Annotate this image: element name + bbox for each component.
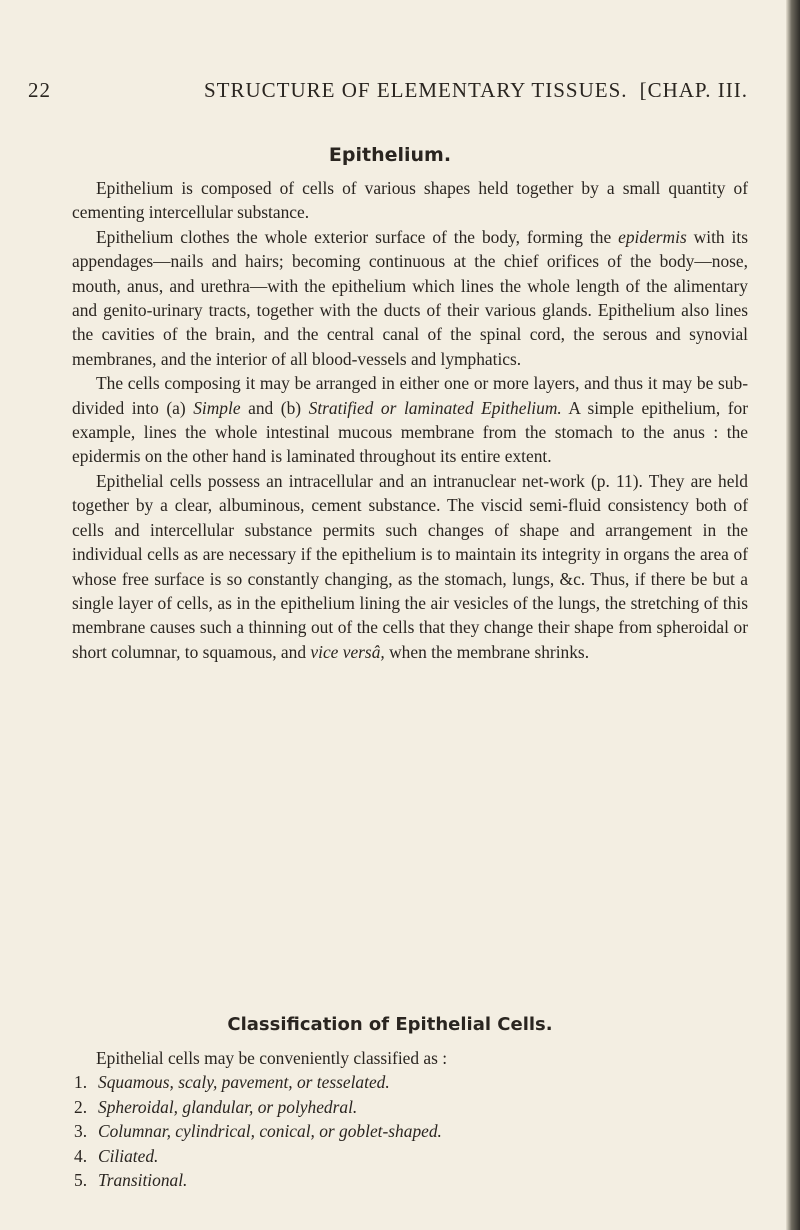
running-header bbox=[28, 78, 748, 108]
section-title: Epithelium. bbox=[328, 144, 452, 166]
list-item: 5. Transitional. bbox=[74, 1170, 188, 1191]
paragraph: Epithelium is composed of cells of various shapes held together by a small quantity of cementing intercellular substance. bbox=[72, 178, 748, 223]
running-title: STRUCTURE OF ELEMENTARY TISSUES. bbox=[204, 78, 628, 102]
list-item: 3. Columnar, cylindrical, conical, or goblet-shaped. bbox=[74, 1121, 442, 1142]
paragraph: Epithelial cells possess an intracellular and an intranuclear net-work (p. 11). They are held together by a clear, albuminous, cement substance. The viscid semi-fluid consistency both of cells and intercellular substance permits such changes of shape and arrangement in the individual cells as are necessary if the epithelium is to maintain its integrity in organs the area of whose free surface is so constantly changing, as the stomach, lungs, &c. Thus, if there be but a single layer of cells, as in the epithelium lining the air vesicles of the lungs, the stretching of this membrane causes such a thinning out of the cells that they change their shape from spheroidal or short columnar, to squamous, and vice versâ, when the membrane shrinks. bbox=[72, 470, 748, 662]
paragraph: Epithelial cells may be conveniently classified as : bbox=[96, 1048, 448, 1068]
paragraph: Epithelium clothes the whole exterior surface of the body, forming the epidermis with its appendages—nails and hairs; becoming continuous at the chief orifices of the body—nose, mouth, anus, and urethra—with the epithelium which lines the whole length of the alimentary and genito-urinary tracts, together with the ducts of their various glands. Epithelium also lines the cavities of the brain, and the central canal of the spinal cord, the serous and synovial membranes, and the interior of all blood-vessels and lymphatics. bbox=[72, 226, 748, 369]
list-item: 4. Ciliated. bbox=[74, 1145, 159, 1166]
chapter-label: [CHAP. III. bbox=[639, 78, 748, 102]
epithelium-text bbox=[72, 176, 748, 664]
list-item: 1. Squamous, scaly, pavement, or tesselated. bbox=[74, 1072, 390, 1093]
paragraph: The cells composing it may be arranged in either one or more layers, and thus it may be sub-divided into (a) Simple and (b) Stratified or laminated Epithelium. A simple epithelium, for example, lines the whole intestinal mucous membrane from the stomach to the anus : the epidermis on the other hand is laminated throughout its entire extent. bbox=[72, 373, 749, 467]
classification-list bbox=[72, 1070, 748, 1192]
page-edge bbox=[786, 0, 800, 1230]
classification-text bbox=[72, 1046, 748, 1192]
list-item: 2. Spheroidal, glandular, or polyhedral. bbox=[74, 1096, 358, 1117]
classification-title: Classification of Epithelial Cells. bbox=[227, 1014, 553, 1035]
page-number: 22 bbox=[28, 78, 51, 102]
